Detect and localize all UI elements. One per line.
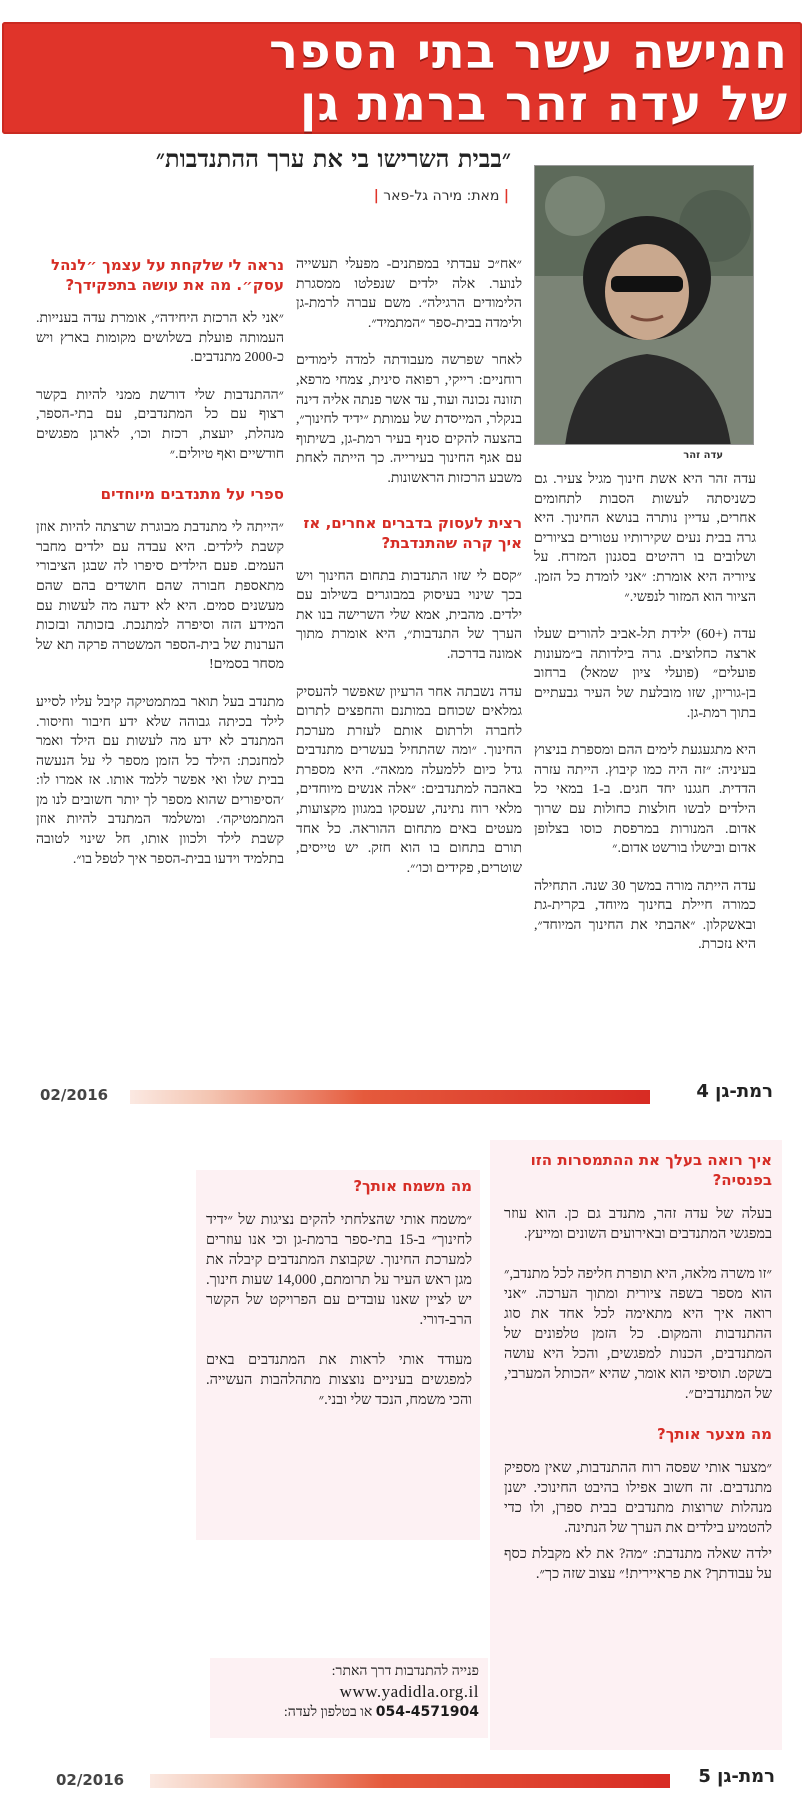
paragraph: ״הייתה לי מתנדבת מבוגרת שרצתה להיות אוזן קשבת לילדים. היא עבדה עם ילדים מחבר העמים. פעם הילדים סיפרו לה שבגן הציבורי מתאספת חבורה שהם חושדים בהם שהם מעשנים סמים. היא לא ידעה מה לעשות עם המידע הזה וסיפרה למתנכת. בזכותה ובזכות הערנות של בית-הספר המשטרה פרקה תא של מסחר בסמים! [36,520,284,673]
headline-line-1: חמישה עשר בתי הספר [269,24,788,80]
page-label-bottom: רמת-גן 5 [698,1766,775,1787]
paragraph: ״משמח אותי שהצלחתי להקים נציגות של ״ידיד לחינוך״ ב-15 בתי-ספר ברמת-גן וכי אנו עוזרים למערכת החינוך. שקבוצת המתנדבים קיבלה את מגן ראש העיר על תרומתם, 14,000 שעות חינוך. יש לציין שאנו עובדים עם הפרויקט של הקשר הרב-דורי. [206,1212,472,1328]
box-right-content [504,1150,772,1604]
paragraph: עדה זהר היא אשת חינוך מגיל צעיר. גם כשניסתה לעשות הסבות לתחומים אחרים, עדיין נותרה בנושא החינוך. היא גרה בבית נעים שקירותיו עטורים בציורים ושלובים בו רהיטים בסגנון המזרח. על ציוריה היא אומרת: ״אני לומדת כל הזמן. הציור הוא המזור לנפשי.״ [534,472,756,605]
paragraph: עדה הייתה מורה במשך 30 שנה. התחילה כמורה חיילת בחינוך מיוחד, בקרית-גת ובאשקלון. ״אהבתי את החינוך המיוחד״, היא נזכרת. [534,878,757,953]
paragraph: ״קסם לי שזו התנדבות בתחום החינוך ויש בכך שינוי בעיסוק במבוגרים בשילוב עם ילדים. מהבית, אמא שלי השרישה בנו את הערך של התנדבות״, היא אומרת מתוך אמונה בדרכה. [296,568,522,662]
photo-caption: עדה זהר [683,450,723,461]
article-title: ״בבית השרישו בי את ערך ההתנדבות״ [155,144,511,173]
page-label-top: רמת-גן 4 [696,1081,773,1102]
column-middle [296,255,522,896]
paragraph: ״מצער אותי שפסה רוח ההתנדבות, שאין מספיק מתנדבים. זה חשוב אפילו בהיבט החינוכי. ישנן מנהלות שרוצות מתנדבים בבית ספרן, ולו כדי להטמיע בילדים את הערך של הנתינה. [504,1460,772,1536]
portrait-illustration [535,166,754,445]
portrait-photo [534,165,754,445]
paragraph: מעודד אותי לראות את המתנדבים באים למפגשים בעיניים נוצצות מתהלהבות העשייה. והכי משמח, הנכד שלי ובני.״ [206,1352,472,1408]
contact-line: פנייה להתנדבות דרך האתר: [331,1664,479,1679]
box-left-content [206,1176,472,1430]
subheading: נראה לי שלקחת על עצמך ״לנהל עסק״. מה את עושה בתפקידך? [51,256,284,294]
byline: | מאת: מירה גל-פאר | [373,188,509,204]
subheading: רצית לעסוק בדברים אחרים, אז איך קרה שהתנדבת? [303,513,522,552]
footer-bar-top [130,1090,650,1104]
paragraph: לאחר שפרשה מעבודתה למדה לימודים רוחניים: רייקי, רפואה סינית, צמחי מרפא, תזונה נכונה ועוד, עד אשר פנתה אליה דינה בנקלר, המייסדת של עמותת ״ידיד לחינוך״, בהצעה להקים סניף בעיר רמת-גן, בשיתוף עם אגף החינוך בעירייה. כך הייתה לאחת משבע הרכזות הראשונות. [296,353,522,486]
paragraph: ״ההתנדבות שלי דורשת ממני להיות בקשר רצוף עם כל המתנדבים, עם בתי-הספר, מנהלת, יועצת, רכזת וכו׳, לארגן מפגשים חודשיים ואף טיולים.״ [36,387,284,462]
contact-info [219,1662,479,1723]
byline-author: מאת: מירה גל-פאר [383,188,500,204]
phone-number[interactable]: 054-4571904 [375,1704,479,1720]
paragraph: עדה (+60) ילידת תל-אביב להורים שעלו ארצה כחלוצים. גרה בילדותה ב״מעונות פועלים״ (פועלי ציון שמאל) ברחוב בן-גוריון, שזו מובלעת של העיר גבעתיים בתוך רמת-גן. [534,627,756,721]
date-bottom: 02/2016 [56,1771,125,1789]
paragraph: מתנדב בעל תואר במתמטיקה קיבל עליו לסייע לילד בכיתה גבוהה שלא ידע חיבור וחיסור. המתנדב לא ידע מה לעשות עם הילד ואמר למחנכת: הילד כל הזמן מספר לי על הנעשה בבית שלו ואי אפשר ללמד אותו. אז אמרו לו: ׳הסיפורים שהוא מספר לך יותר חשובים לנו מן המתמטיקה׳. ומשלמד המתנדב להיות אוזן קשבת לילד ולכוון אותו, חל שינוי לטובה בתלמיד וידעו בבית-הספר איך לטפל בו״. [36,694,284,867]
headline-line-2: של עדה זהר ברמת גן [299,76,788,132]
subheading: מה משמח אותך? [353,1177,472,1195]
website-link[interactable]: www.yadidla.org.il [339,1682,479,1701]
headline-banner [2,22,802,134]
date-top: 02/2016 [40,1086,109,1104]
paragraph: ילדה שאלה מתנדבת: ״מה? את לא מקבלת כסף על עבודתך? את פראיירית!״ עצוב שזה כך״. [504,1546,772,1582]
footer-bar-bottom [150,1774,670,1788]
paragraph: בעלה של עדה זהר, מתנדב גם כן. הוא עוזר במפגשי המתנדבים ובאירועים השונים ומייעץ. [504,1206,772,1242]
subheading: ספרי על מתנדבים מיוחדים [100,485,284,504]
paragraph: ״אח״כ עבדתי במפתנים- מפעלי תעשייה לנוער. אלה ילדים שנפלטו ממסגרת הלימודים הרגילה״. משם עברה לרמת-גן ולימדה בבית-ספר ״המתמיד״. [296,257,522,331]
paragraph: ״זו משרה מלאה, היא תופרת חליפה לכל מתנדב,״ הוא מספר בשפה ציורית ומתוך הערכה. ״אני רואה איך היא מתאימה לכל אחד את סוג ההתנדבות והמקום. כל הזמן טלפונים של המתנדבים, הכנות למפגשים, והכל היא עושה בשקט. תוסיפי הוא אומר, שהיא ״הכותל המערבי, של המתנדבים״. [504,1266,772,1402]
paragraph: היא מתגעגעת לימים ההם ומספרת בניצוץ בעיניה: ״זה היה כמו קיבוץ. הייתה עזרה הדדית. חגגנו יחד חגים. ב-1 במאי כל הילדים לבשו חולצות כחולות עם שרוך אדום. המנורות במרפסת כוסו בצלופן אדום ובישלו בורשט אדום.״ [534,743,756,857]
paragraph: ״אני לא הרכזת היחידה״, אומרת עדה בענייות. העמותה פועלת בשלושים מקומות בארץ ויש כ-2000 מתנדבים. [36,311,284,366]
contact-phone-row [219,1702,479,1723]
subheading: מה מצער אותך? [657,1425,772,1443]
phone-label: או בטלפון לעדה: [283,1705,373,1720]
column-right [534,470,756,973]
paragraph: עדה נשבתה אחר הרעיון שאפשר להעסיק גמלאים שכוחם במותנם והחפצים לתרום לחברה ולרתום אותם לעזרת מערכת החינוך. ״ומה שהתחיל בעשרים מתנדבים גדל כיום ללמעלה ממאה״. היא מספרת באהבה למתנדבים: ״אלה אנשים מיוחדים, מלאי רוח נתינה, שעסקו במגוון מקצועות, מעטים באים מתחום ההוראה. כל אחד תורם בתחום בו הוא חזק. יש טייסים, שוטרים, פקידים וכו׳״. [296,684,522,876]
subheading: איך רואה בעלך את ההתמסרות הזו בפנסיה? [530,1151,772,1189]
column-left [36,255,284,887]
